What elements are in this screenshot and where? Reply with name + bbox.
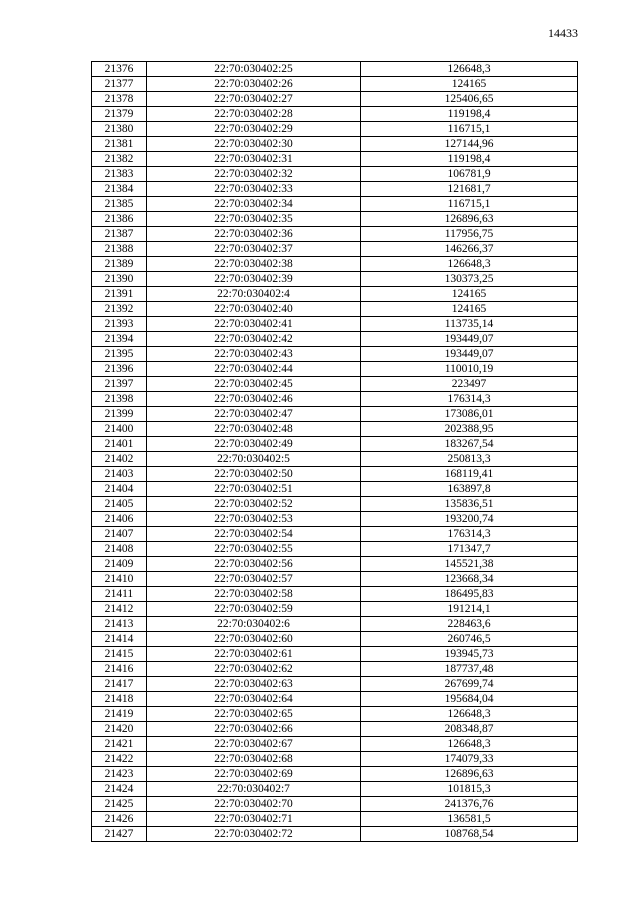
cadastral-number-cell: 22:70:030402:36 [147, 227, 361, 242]
table-row [92, 302, 578, 317]
table-row [92, 467, 578, 482]
value-cell: 173086,01 [361, 407, 578, 422]
value-cell: 126896,63 [361, 212, 578, 227]
value-cell: 124165 [361, 302, 578, 317]
value-cell: 183267,54 [361, 437, 578, 452]
table-row [92, 107, 578, 122]
row-number-cell: 21425 [92, 797, 147, 812]
row-number-cell: 21424 [92, 782, 147, 797]
value-cell: 124165 [361, 77, 578, 92]
value-cell: 176314,3 [361, 392, 578, 407]
value-cell: 117956,75 [361, 227, 578, 242]
value-cell: 126896,63 [361, 767, 578, 782]
value-cell: 241376,76 [361, 797, 578, 812]
value-cell: 127144,96 [361, 137, 578, 152]
cadastral-number-cell: 22:70:030402:30 [147, 137, 361, 152]
row-number-cell: 21421 [92, 737, 147, 752]
cadastral-number-cell: 22:70:030402:56 [147, 557, 361, 572]
table-row [92, 287, 578, 302]
cadastral-number-cell: 22:70:030402:60 [147, 632, 361, 647]
value-cell: 119198,4 [361, 152, 578, 167]
table-row [92, 617, 578, 632]
value-cell: 125406,65 [361, 92, 578, 107]
cadastral-number-cell: 22:70:030402:58 [147, 587, 361, 602]
cadastral-number-cell: 22:70:030402:35 [147, 212, 361, 227]
cadastral-number-cell: 22:70:030402:64 [147, 692, 361, 707]
row-number-cell: 21381 [92, 137, 147, 152]
value-cell: 163897,8 [361, 482, 578, 497]
value-cell: 108768,54 [361, 827, 578, 842]
row-number-cell: 21412 [92, 602, 147, 617]
cadastral-number-cell: 22:70:030402:71 [147, 812, 361, 827]
cadastral-number-cell: 22:70:030402:47 [147, 407, 361, 422]
row-number-cell: 21387 [92, 227, 147, 242]
table-row [92, 257, 578, 272]
value-cell: 208348,87 [361, 722, 578, 737]
table-row [92, 167, 578, 182]
value-cell: 126648,3 [361, 737, 578, 752]
cadastral-number-cell: 22:70:030402:51 [147, 482, 361, 497]
cadastral-number-cell: 22:70:030402:53 [147, 512, 361, 527]
table-row [92, 782, 578, 797]
row-number-cell: 21384 [92, 182, 147, 197]
cadastral-number-cell: 22:70:030402:34 [147, 197, 361, 212]
value-cell: 126648,3 [361, 62, 578, 77]
row-number-cell: 21422 [92, 752, 147, 767]
row-number-cell: 21409 [92, 557, 147, 572]
cadastral-number-cell: 22:70:030402:59 [147, 602, 361, 617]
row-number-cell: 21395 [92, 347, 147, 362]
row-number-cell: 21388 [92, 242, 147, 257]
cadastral-number-cell: 22:70:030402:45 [147, 377, 361, 392]
cadastral-number-cell: 22:70:030402:70 [147, 797, 361, 812]
cadastral-number-cell: 22:70:030402:55 [147, 542, 361, 557]
cadastral-number-cell: 22:70:030402:5 [147, 452, 361, 467]
row-number-cell: 21396 [92, 362, 147, 377]
value-cell: 121681,7 [361, 182, 578, 197]
value-cell: 123668,34 [361, 572, 578, 587]
cadastral-number-cell: 22:70:030402:37 [147, 242, 361, 257]
table-row [92, 527, 578, 542]
table-row [92, 572, 578, 587]
value-cell: 168119,41 [361, 467, 578, 482]
cadastral-number-cell: 22:70:030402:72 [147, 827, 361, 842]
row-number-cell: 21419 [92, 707, 147, 722]
value-cell: 186495,83 [361, 587, 578, 602]
table-row [92, 752, 578, 767]
value-cell: 124165 [361, 287, 578, 302]
cadastral-number-cell: 22:70:030402:33 [147, 182, 361, 197]
table-row [92, 122, 578, 137]
cadastral-number-cell: 22:70:030402:7 [147, 782, 361, 797]
table-row [92, 227, 578, 242]
value-cell: 171347,7 [361, 542, 578, 557]
table-row [92, 482, 578, 497]
row-number-cell: 21397 [92, 377, 147, 392]
cadastral-number-cell: 22:70:030402:25 [147, 62, 361, 77]
value-cell: 110010,19 [361, 362, 578, 377]
table-row [92, 182, 578, 197]
row-number-cell: 21390 [92, 272, 147, 287]
cadastral-number-cell: 22:70:030402:32 [147, 167, 361, 182]
page-number: 14433 [548, 26, 578, 40]
table-row [92, 827, 578, 842]
value-cell: 176314,3 [361, 527, 578, 542]
cadastral-number-cell: 22:70:030402:6 [147, 617, 361, 632]
cadastral-number-cell: 22:70:030402:28 [147, 107, 361, 122]
cadastral-number-cell: 22:70:030402:68 [147, 752, 361, 767]
value-cell: 191214,1 [361, 602, 578, 617]
row-number-cell: 21389 [92, 257, 147, 272]
row-number-cell: 21413 [92, 617, 147, 632]
row-number-cell: 21383 [92, 167, 147, 182]
table-row [92, 242, 578, 257]
cadastral-number-cell: 22:70:030402:49 [147, 437, 361, 452]
value-cell: 119198,4 [361, 107, 578, 122]
value-cell: 126648,3 [361, 707, 578, 722]
cadastral-number-cell: 22:70:030402:67 [147, 737, 361, 752]
value-cell: 187737,48 [361, 662, 578, 677]
row-number-cell: 21398 [92, 392, 147, 407]
value-cell: 267699,74 [361, 677, 578, 692]
row-number-cell: 21377 [92, 77, 147, 92]
row-number-cell: 21403 [92, 467, 147, 482]
table-row [92, 797, 578, 812]
table-row [92, 542, 578, 557]
value-cell: 223497 [361, 377, 578, 392]
row-number-cell: 21411 [92, 587, 147, 602]
table-row [92, 632, 578, 647]
cadastral-number-cell: 22:70:030402:40 [147, 302, 361, 317]
cadastral-number-cell: 22:70:030402:46 [147, 392, 361, 407]
table-row [92, 317, 578, 332]
cadastral-value-table [91, 61, 578, 842]
value-cell: 135836,51 [361, 497, 578, 512]
table-row [92, 407, 578, 422]
cadastral-number-cell: 22:70:030402:52 [147, 497, 361, 512]
row-number-cell: 21423 [92, 767, 147, 782]
value-cell: 260746,5 [361, 632, 578, 647]
row-number-cell: 21404 [92, 482, 147, 497]
row-number-cell: 21420 [92, 722, 147, 737]
row-number-cell: 21405 [92, 497, 147, 512]
value-cell: 130373,25 [361, 272, 578, 287]
cadastral-number-cell: 22:70:030402:31 [147, 152, 361, 167]
table-row [92, 677, 578, 692]
row-number-cell: 21376 [92, 62, 147, 77]
row-number-cell: 21410 [92, 572, 147, 587]
table-row [92, 362, 578, 377]
row-number-cell: 21417 [92, 677, 147, 692]
value-cell: 195684,04 [361, 692, 578, 707]
cadastral-number-cell: 22:70:030402:27 [147, 92, 361, 107]
cadastral-number-cell: 22:70:030402:65 [147, 707, 361, 722]
row-number-cell: 21414 [92, 632, 147, 647]
table-row [92, 152, 578, 167]
table-row [92, 77, 578, 92]
row-number-cell: 21379 [92, 107, 147, 122]
table-row [92, 392, 578, 407]
table-row [92, 707, 578, 722]
table-row [92, 662, 578, 677]
row-number-cell: 21392 [92, 302, 147, 317]
table-row [92, 377, 578, 392]
row-number-cell: 21400 [92, 422, 147, 437]
row-number-cell: 21394 [92, 332, 147, 347]
cadastral-number-cell: 22:70:030402:63 [147, 677, 361, 692]
cadastral-number-cell: 22:70:030402:57 [147, 572, 361, 587]
table-row [92, 92, 578, 107]
table-row [92, 647, 578, 662]
row-number-cell: 21385 [92, 197, 147, 212]
table-row [92, 737, 578, 752]
value-cell: 101815,3 [361, 782, 578, 797]
row-number-cell: 21393 [92, 317, 147, 332]
value-cell: 193945,73 [361, 647, 578, 662]
value-cell: 136581,5 [361, 812, 578, 827]
table-row [92, 62, 578, 77]
table-row [92, 812, 578, 827]
row-number-cell: 21382 [92, 152, 147, 167]
cadastral-number-cell: 22:70:030402:26 [147, 77, 361, 92]
row-number-cell: 21402 [92, 452, 147, 467]
value-cell: 193200,74 [361, 512, 578, 527]
table-row [92, 197, 578, 212]
row-number-cell: 21408 [92, 542, 147, 557]
value-cell: 113735,14 [361, 317, 578, 332]
value-cell: 126648,3 [361, 257, 578, 272]
value-cell: 145521,38 [361, 557, 578, 572]
table-row [92, 512, 578, 527]
value-cell: 193449,07 [361, 347, 578, 362]
row-number-cell: 21418 [92, 692, 147, 707]
cadastral-number-cell: 22:70:030402:50 [147, 467, 361, 482]
value-cell: 202388,95 [361, 422, 578, 437]
cadastral-number-cell: 22:70:030402:62 [147, 662, 361, 677]
row-number-cell: 21416 [92, 662, 147, 677]
row-number-cell: 21391 [92, 287, 147, 302]
cadastral-number-cell: 22:70:030402:69 [147, 767, 361, 782]
cadastral-number-cell: 22:70:030402:29 [147, 122, 361, 137]
table-row [92, 347, 578, 362]
table-row [92, 437, 578, 452]
row-number-cell: 21380 [92, 122, 147, 137]
table-row [92, 767, 578, 782]
cadastral-number-cell: 22:70:030402:42 [147, 332, 361, 347]
row-number-cell: 21415 [92, 647, 147, 662]
cadastral-number-cell: 22:70:030402:54 [147, 527, 361, 542]
table-body [92, 62, 578, 842]
row-number-cell: 21407 [92, 527, 147, 542]
row-number-cell: 21401 [92, 437, 147, 452]
value-cell: 116715,1 [361, 197, 578, 212]
cadastral-number-cell: 22:70:030402:43 [147, 347, 361, 362]
value-cell: 106781,9 [361, 167, 578, 182]
cadastral-number-cell: 22:70:030402:61 [147, 647, 361, 662]
cadastral-number-cell: 22:70:030402:41 [147, 317, 361, 332]
cadastral-number-cell: 22:70:030402:4 [147, 287, 361, 302]
table-row [92, 587, 578, 602]
cadastral-number-cell: 22:70:030402:48 [147, 422, 361, 437]
table-row [92, 422, 578, 437]
table-row [92, 212, 578, 227]
table-row [92, 602, 578, 617]
table-row [92, 332, 578, 347]
row-number-cell: 21427 [92, 827, 147, 842]
cadastral-number-cell: 22:70:030402:66 [147, 722, 361, 737]
value-cell: 250813,3 [361, 452, 578, 467]
value-cell: 116715,1 [361, 122, 578, 137]
row-number-cell: 21386 [92, 212, 147, 227]
table-row [92, 137, 578, 152]
table-row [92, 557, 578, 572]
cadastral-number-cell: 22:70:030402:39 [147, 272, 361, 287]
cadastral-number-cell: 22:70:030402:38 [147, 257, 361, 272]
table-row [92, 692, 578, 707]
value-cell: 193449,07 [361, 332, 578, 347]
table-row [92, 452, 578, 467]
value-cell: 146266,37 [361, 242, 578, 257]
value-cell: 228463,6 [361, 617, 578, 632]
row-number-cell: 21378 [92, 92, 147, 107]
table-row [92, 497, 578, 512]
row-number-cell: 21426 [92, 812, 147, 827]
cadastral-number-cell: 22:70:030402:44 [147, 362, 361, 377]
value-cell: 174079,33 [361, 752, 578, 767]
table-row [92, 272, 578, 287]
row-number-cell: 21399 [92, 407, 147, 422]
row-number-cell: 21406 [92, 512, 147, 527]
table-row [92, 722, 578, 737]
